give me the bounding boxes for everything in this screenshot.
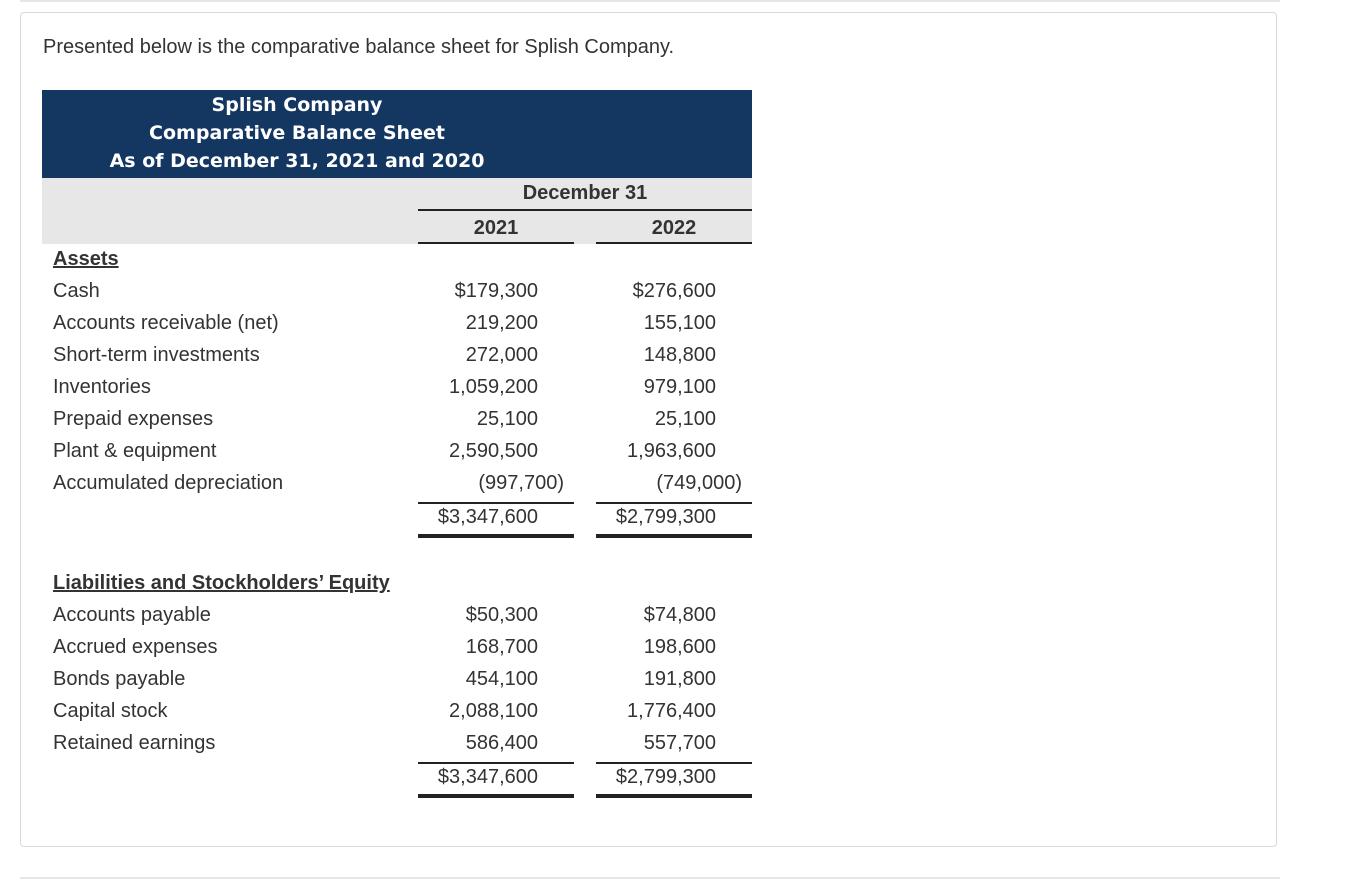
column-group-label: December 31 [522,182,648,204]
table-row [42,437,752,469]
row-value-year-1: 168,700 [465,636,538,658]
table-row [42,633,752,665]
total-double-rule-year-2 [596,794,752,798]
balance-sheet-header [42,90,752,244]
table-row [42,309,752,341]
row-value-year-1: 2,590,500 [449,440,538,462]
liabilities-heading-row [42,569,752,601]
statement-title-block [42,90,752,178]
row-label: Short-term investments [53,344,260,366]
assets-heading-row [42,245,752,277]
row-label: Accrued expenses [53,636,218,658]
row-value-year-2: (749,000) [656,472,742,494]
table-row [42,341,752,373]
table-row [42,277,752,309]
row-value-year-1: 454,100 [465,668,538,690]
bottom-divider [20,877,1280,879]
row-label: Plant & equipment [53,440,217,462]
row-label: Accumulated depreciation [53,472,284,494]
total-double-rule-year-1 [418,534,574,538]
row-label: Prepaid expenses [53,408,214,430]
row-value-year-2: 1,776,400 [627,700,716,722]
statement-name: Comparative Balance Sheet [149,122,445,144]
row-value-year-2: 155,100 [643,312,716,334]
assets-total-year-2: $2,799,300 [615,506,716,528]
column-year-1: 2021 [473,217,519,239]
row-label: Cash [53,280,100,302]
row-value-year-1: 219,200 [465,312,538,334]
intro-text: Presented below is the comparative balance sheet for Splish Company. [43,36,675,58]
row-value-year-1: 25,100 [476,408,538,430]
total-double-rule-year-1 [418,794,574,798]
statement-period: As of December 31, 2021 and 2020 [109,150,485,172]
row-value-year-2: $276,600 [632,280,716,302]
row-value-year-1: 272,000 [465,344,538,366]
table-row [42,665,752,697]
top-divider [20,0,1280,2]
row-label: Accounts receivable (net) [53,312,279,334]
row-label: Accounts payable [53,604,211,626]
column-year-1-rule [418,242,574,244]
column-year-2-rule [596,242,752,244]
table-row [42,405,752,437]
assets-total-year-1: $3,347,600 [437,506,538,528]
row-value-year-2: 25,100 [654,408,716,430]
row-value-year-1: 1,059,200 [449,376,538,398]
row-value-year-2: 198,600 [643,636,716,658]
row-value-year-2: 557,700 [643,732,716,754]
row-label: Retained earnings [53,732,216,754]
row-value-year-1: 586,400 [465,732,538,754]
row-value-year-1: $50,300 [465,604,538,626]
row-value-year-2: 191,800 [643,668,716,690]
row-value-year-1: (997,700) [478,472,564,494]
liabilities-total-year-1: $3,347,600 [437,766,538,788]
row-value-year-2: $74,800 [643,604,716,626]
row-value-year-1: $179,300 [454,280,538,302]
liabilities-total-year-2: $2,799,300 [615,766,716,788]
row-label: Inventories [53,376,151,398]
row-value-year-2: 148,800 [643,344,716,366]
assets-total-row [42,503,752,535]
table-row [42,373,752,405]
row-value-year-1: 2,088,100 [449,700,538,722]
liabilities-total-row [42,763,752,795]
column-year-2: 2022 [651,217,697,239]
row-value-year-2: 1,963,600 [627,440,716,462]
table-row [42,601,752,633]
column-header [42,178,752,244]
table-row [42,729,752,761]
company-name: Splish Company [211,94,383,116]
liabilities-heading: Liabilities and Stockholders’ Equity [53,572,390,594]
total-double-rule-year-2 [596,534,752,538]
row-label: Bonds payable [53,668,186,690]
column-group-rule [418,209,752,211]
table-row [42,697,752,729]
row-value-year-2: 979,100 [643,376,716,398]
assets-heading: Assets [53,248,119,270]
row-label: Capital stock [53,700,168,722]
table-row [42,469,752,501]
